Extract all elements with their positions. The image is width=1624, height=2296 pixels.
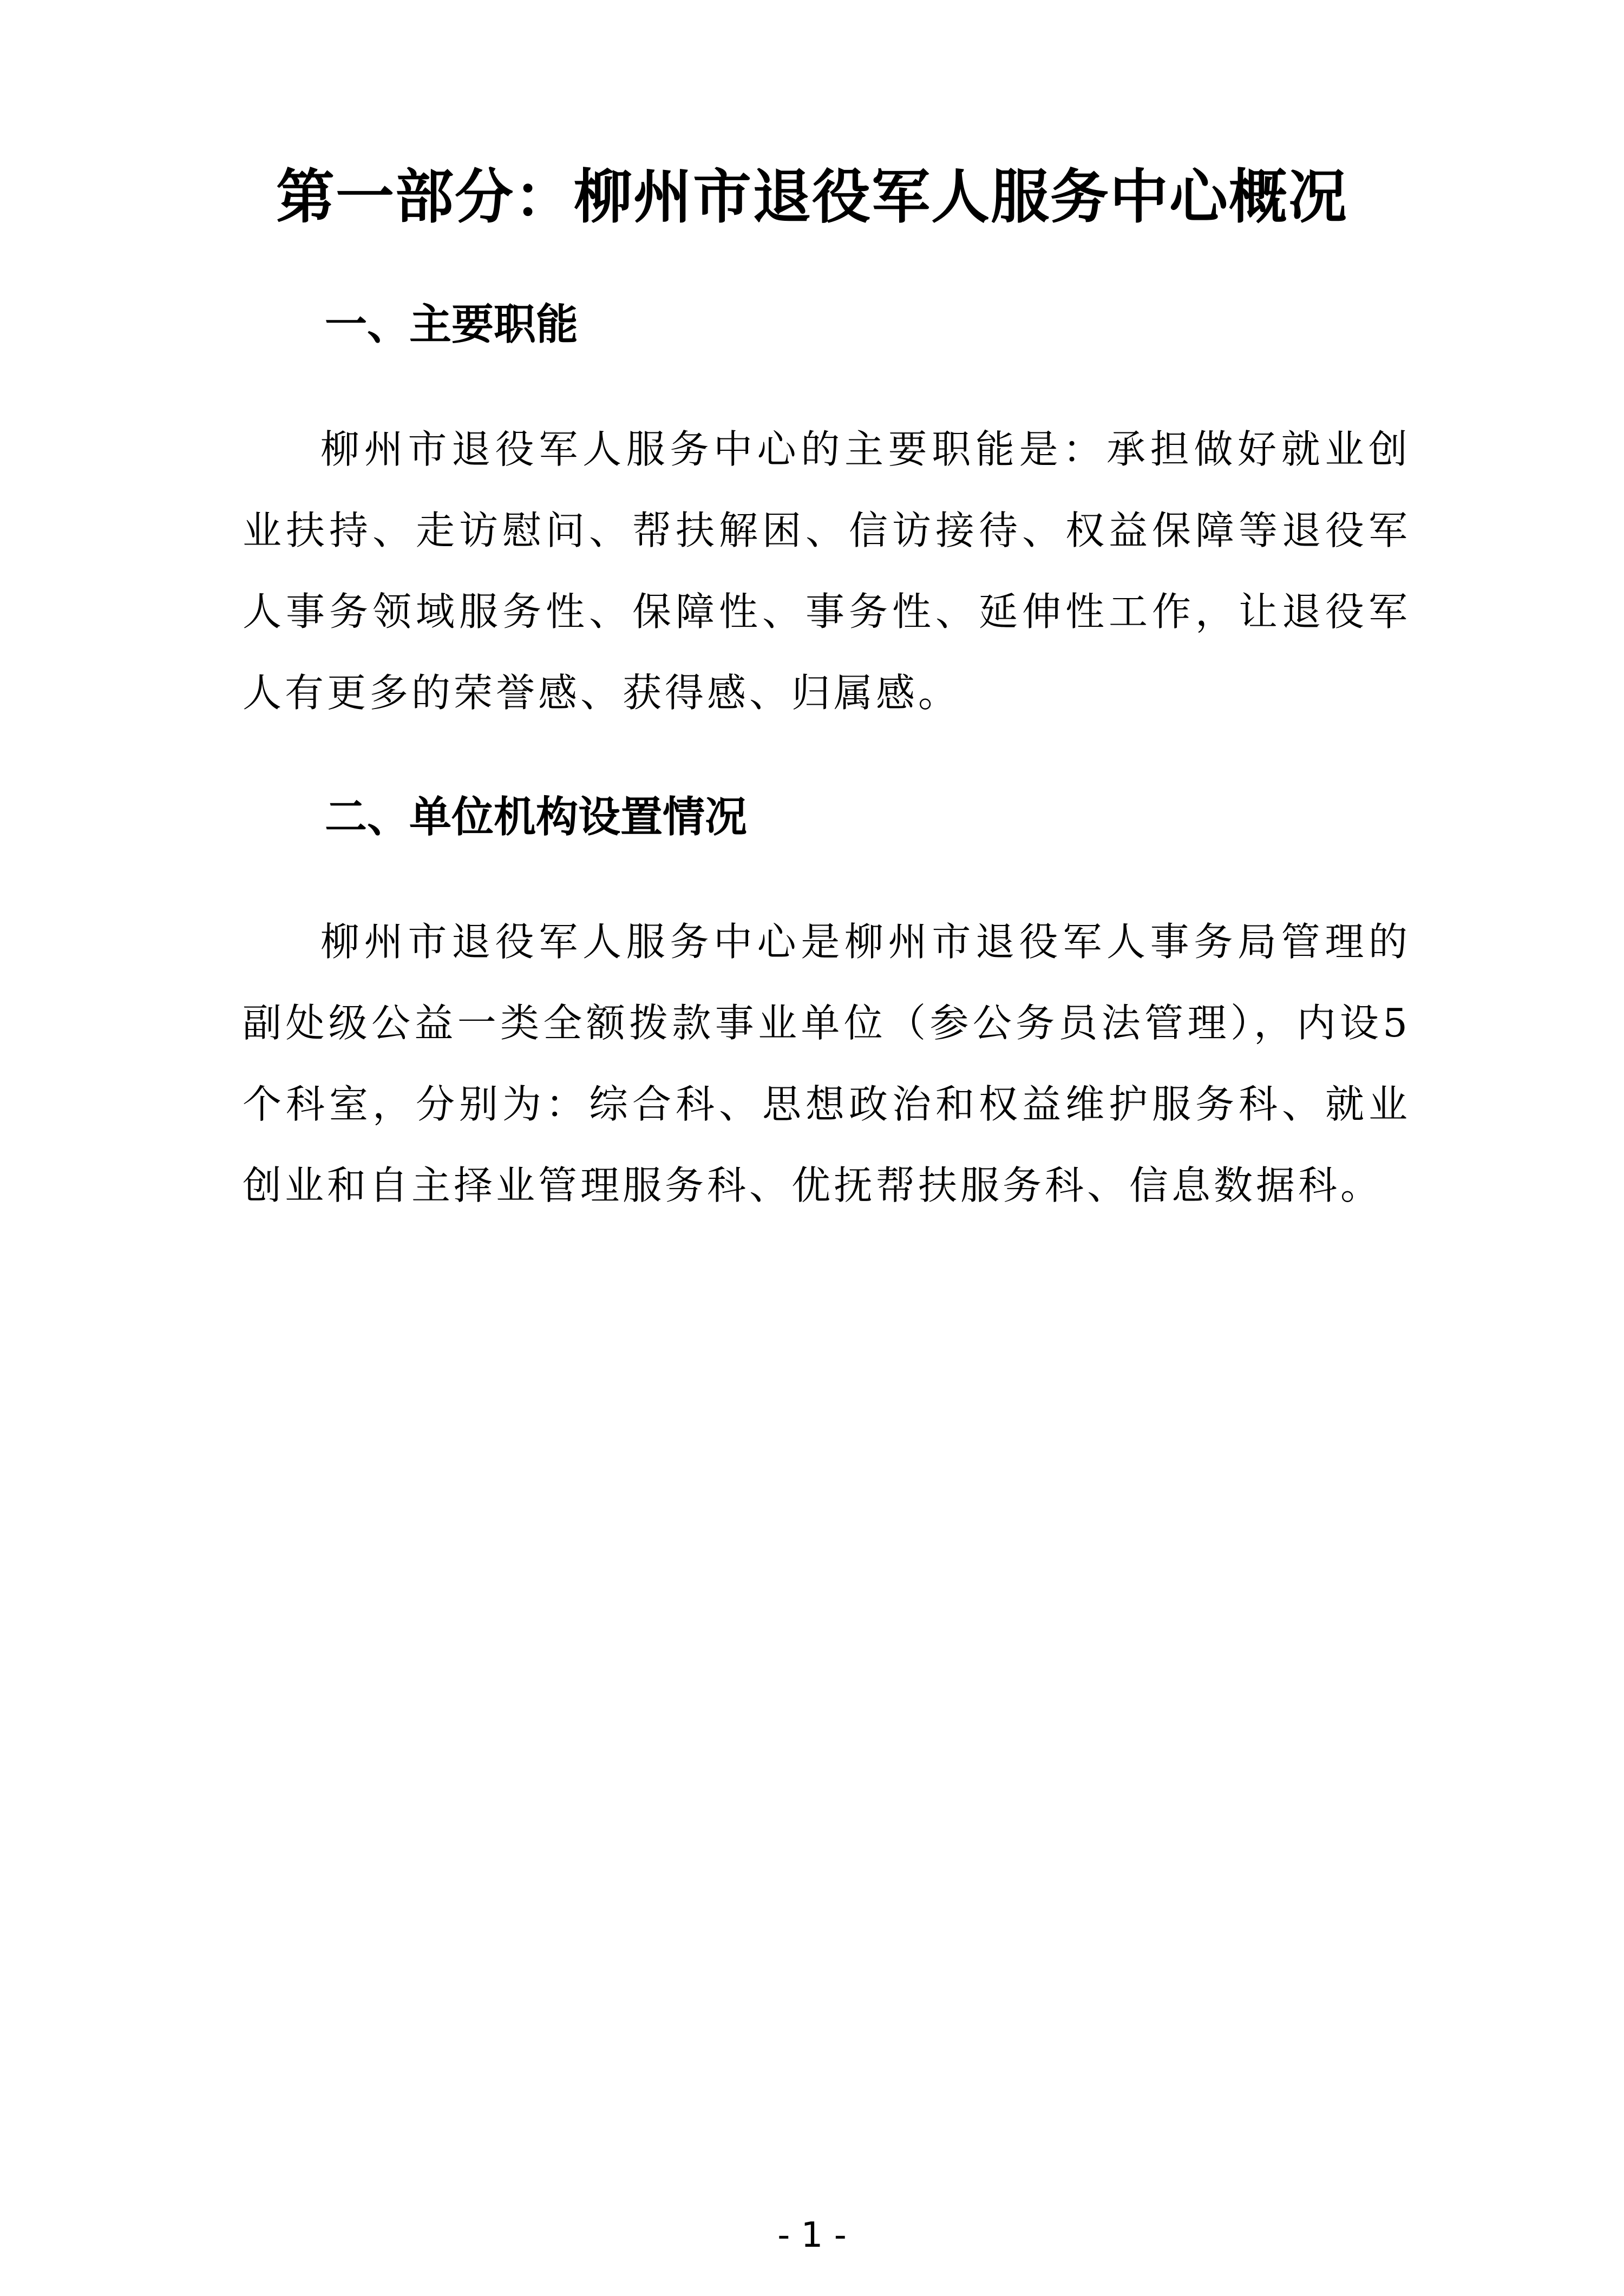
section-paragraph-main-functions: 柳州市退役军人服务中心的主要职能是：承担做好就业创业扶持、走访慰问、帮扶解困、信访接待、权益保障等退役军人事务领域服务性、保障性、事务性、延伸性工作，让退役军人有更多的荣誉感、获得感、归属感。 bbox=[243, 427, 1411, 716]
section-heading-main-functions: 一、主要职能 bbox=[325, 300, 579, 349]
page-number: - 1 - bbox=[777, 2215, 847, 2255]
section-paragraph-organization: 柳州市退役军人服务中心是柳州市退役军人事务局管理的副处级公益一类全额拨款事业单位（参公务员法管理），内设5个科室，分别为：综合科、思想政治和权益维护服务科、就业创业和自主择业管理服务科、优抚帮扶服务科、信息数据科。 bbox=[243, 919, 1411, 1208]
section-heading-organization: 二、单位机构设置情况 bbox=[325, 793, 748, 842]
page-title: 第一部分：柳州市退役军人服务中心概况 bbox=[276, 163, 1348, 231]
